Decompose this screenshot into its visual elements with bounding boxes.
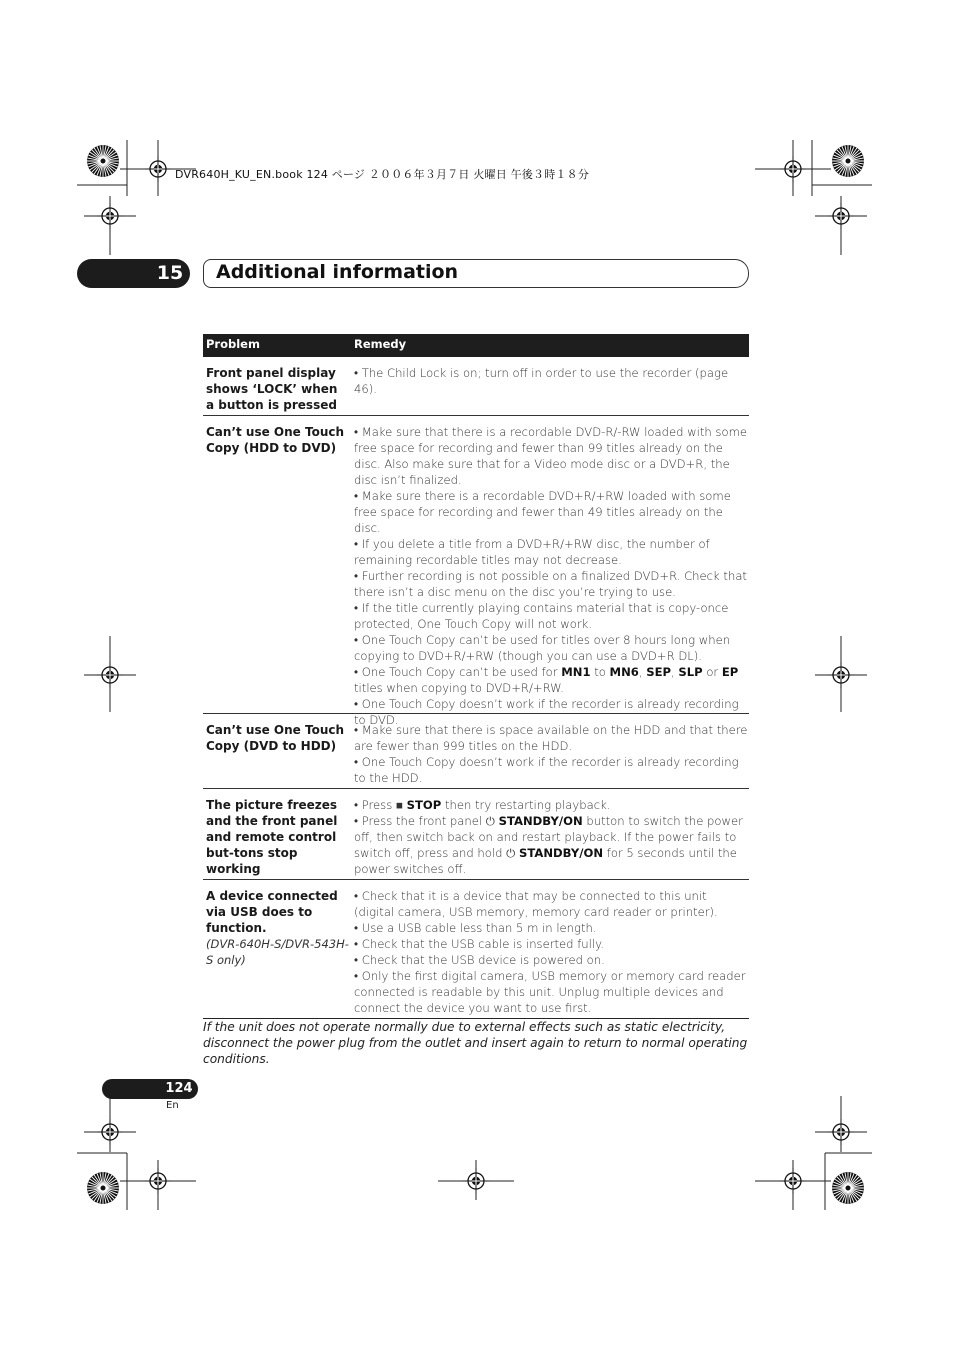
remedy-text: to (590, 665, 610, 679)
remedy-item: • Only the first digital camera, USB memory or memory card reader connected is readable by this unit. Unplug multiple devices and connect the device you want to use first. (354, 969, 746, 1015)
stop-button-label: STOP (406, 798, 442, 812)
problem-cell: Front panel display shows ‘LOCK’ when a button is pressed (206, 366, 338, 412)
table-row (203, 714, 749, 789)
standby-button-label: STANDBY/ON (498, 814, 583, 828)
table-row (203, 789, 749, 880)
remedy-item: • Make sure that there is a recordable DVD-R/-RW loaded with some free space for recording and fewer than 99 titles already on the disc. Also make sure that for a Video mode disc or a DVD+R, the disc isn’t finalized. (354, 425, 747, 487)
remedy-item: • Use a USB cable less than 5 m in length. (354, 921, 597, 935)
remedy-item: • Check that it is a device that may be connected to this unit (digital camera, USB memory, memory card reader or printer). (354, 889, 718, 919)
remedy-text: titles when copying to DVD+R/+RW. (354, 681, 564, 695)
problem-cell: The picture freezes and the front panel and remote control but-tons stop working (206, 798, 338, 876)
remedy-item: • Further recording is not possible on a finalized DVD+R. Check that there isn’t a disc menu on the disc you’re trying to use. (354, 569, 747, 599)
remedy-text: then try restarting playback. (441, 798, 611, 812)
chapter-title: Additional information (216, 261, 459, 283)
remedy-item: • One Touch Copy doesn’t work if the recorder is already recording to DVD. (354, 697, 739, 727)
mode-mn6: MN6 (609, 665, 639, 679)
mode-ep: EP (721, 665, 739, 679)
remedy-text: , (671, 665, 679, 679)
chapter-number: 15 (156, 262, 184, 284)
remedy-text: • Press the front panel ⏻ (354, 814, 499, 828)
remedy-item: • Make sure that there is space available on the HDD and that there are fewer than 999 titles on the HDD. (354, 723, 748, 753)
book-file-header: DVR640H_KU_EN.book 124 ページ ２００６年３月７日 火曜日 午後３時１８分 (175, 168, 590, 181)
remedy-item-modes (354, 664, 749, 696)
remedy-item-stop (354, 797, 749, 813)
table-header (203, 334, 749, 357)
remedy-item: • The Child Lock is on; turn off in order to use the recorder (page 46). (354, 366, 729, 396)
troubleshooting-table (203, 334, 749, 1019)
remedy-text: , (638, 665, 647, 679)
column-header-remedy: Remedy (354, 337, 407, 351)
remedy-item: • One Touch Copy doesn’t work if the recorder is already recording to the HDD. (354, 755, 739, 785)
remedy-item-standby (354, 813, 749, 877)
mode-mn1: MN1 (561, 665, 591, 679)
page-number: 124 (165, 1081, 193, 1096)
mode-slp: SLP (678, 665, 703, 679)
page-language: En (166, 1100, 179, 1111)
standby-button-label: STANDBY/ON (518, 846, 604, 860)
remedy-cell (354, 722, 749, 786)
remedy-item: • If you delete a title from a DVD+R/+RW disc, the number of remaining recordable titles may not decrease. (354, 537, 710, 567)
remedy-cell (354, 797, 749, 877)
problem-cell (206, 888, 349, 968)
remedy-item: • Check that the USB device is powered on. (354, 953, 605, 967)
remedy-text: button to switch the power off, then switch back on and restart playback. If the power fails to switch off, press and hold ⏻ (354, 814, 743, 860)
remedy-text: for 5 seconds until the power switches off. (354, 846, 737, 876)
table-row (203, 357, 749, 416)
table-row (203, 416, 749, 727)
remedy-item: • Check that the USB cable is inserted fully. (354, 937, 604, 951)
remedy-cell (354, 424, 749, 728)
remedy-item: • If the title currently playing contains material that is copy-once protected, One Touch Copy will not work. (354, 601, 729, 631)
table-row (203, 880, 749, 1019)
remedy-cell (354, 888, 749, 1016)
problem-text: A device connected via USB does to function. (206, 889, 338, 935)
remedy-text: • One Touch Copy can’t be used for (354, 665, 562, 679)
remedy-item: • Make sure there is a recordable DVD+R/+RW loaded with some free space for recording and fewer than 49 titles already on the disc. (354, 489, 731, 535)
remedy-text: or (702, 665, 722, 679)
problem-cell: Can’t use One Touch Copy (HDD to DVD) (206, 425, 345, 455)
column-header-problem: Problem (206, 337, 260, 351)
footnote: If the unit does not operate normally due to external effects such as static electricity, disconnect the power plug from the outlet and insert again to return to normal operating conditions. (203, 1020, 748, 1066)
mode-sep: SEP (646, 665, 672, 679)
model-note: (DVR-640H-S/DVR-543H-S only) (206, 937, 349, 967)
remedy-text: • Press ■ (354, 798, 407, 812)
remedy-cell (354, 365, 749, 397)
remedy-item: • One Touch Copy can’t be used for titles over 8 hours long when copying to DVD+R/+RW (though you can use a DVD+R DL). (354, 633, 731, 663)
problem-cell: Can’t use One Touch Copy (DVD to HDD) (206, 723, 345, 753)
